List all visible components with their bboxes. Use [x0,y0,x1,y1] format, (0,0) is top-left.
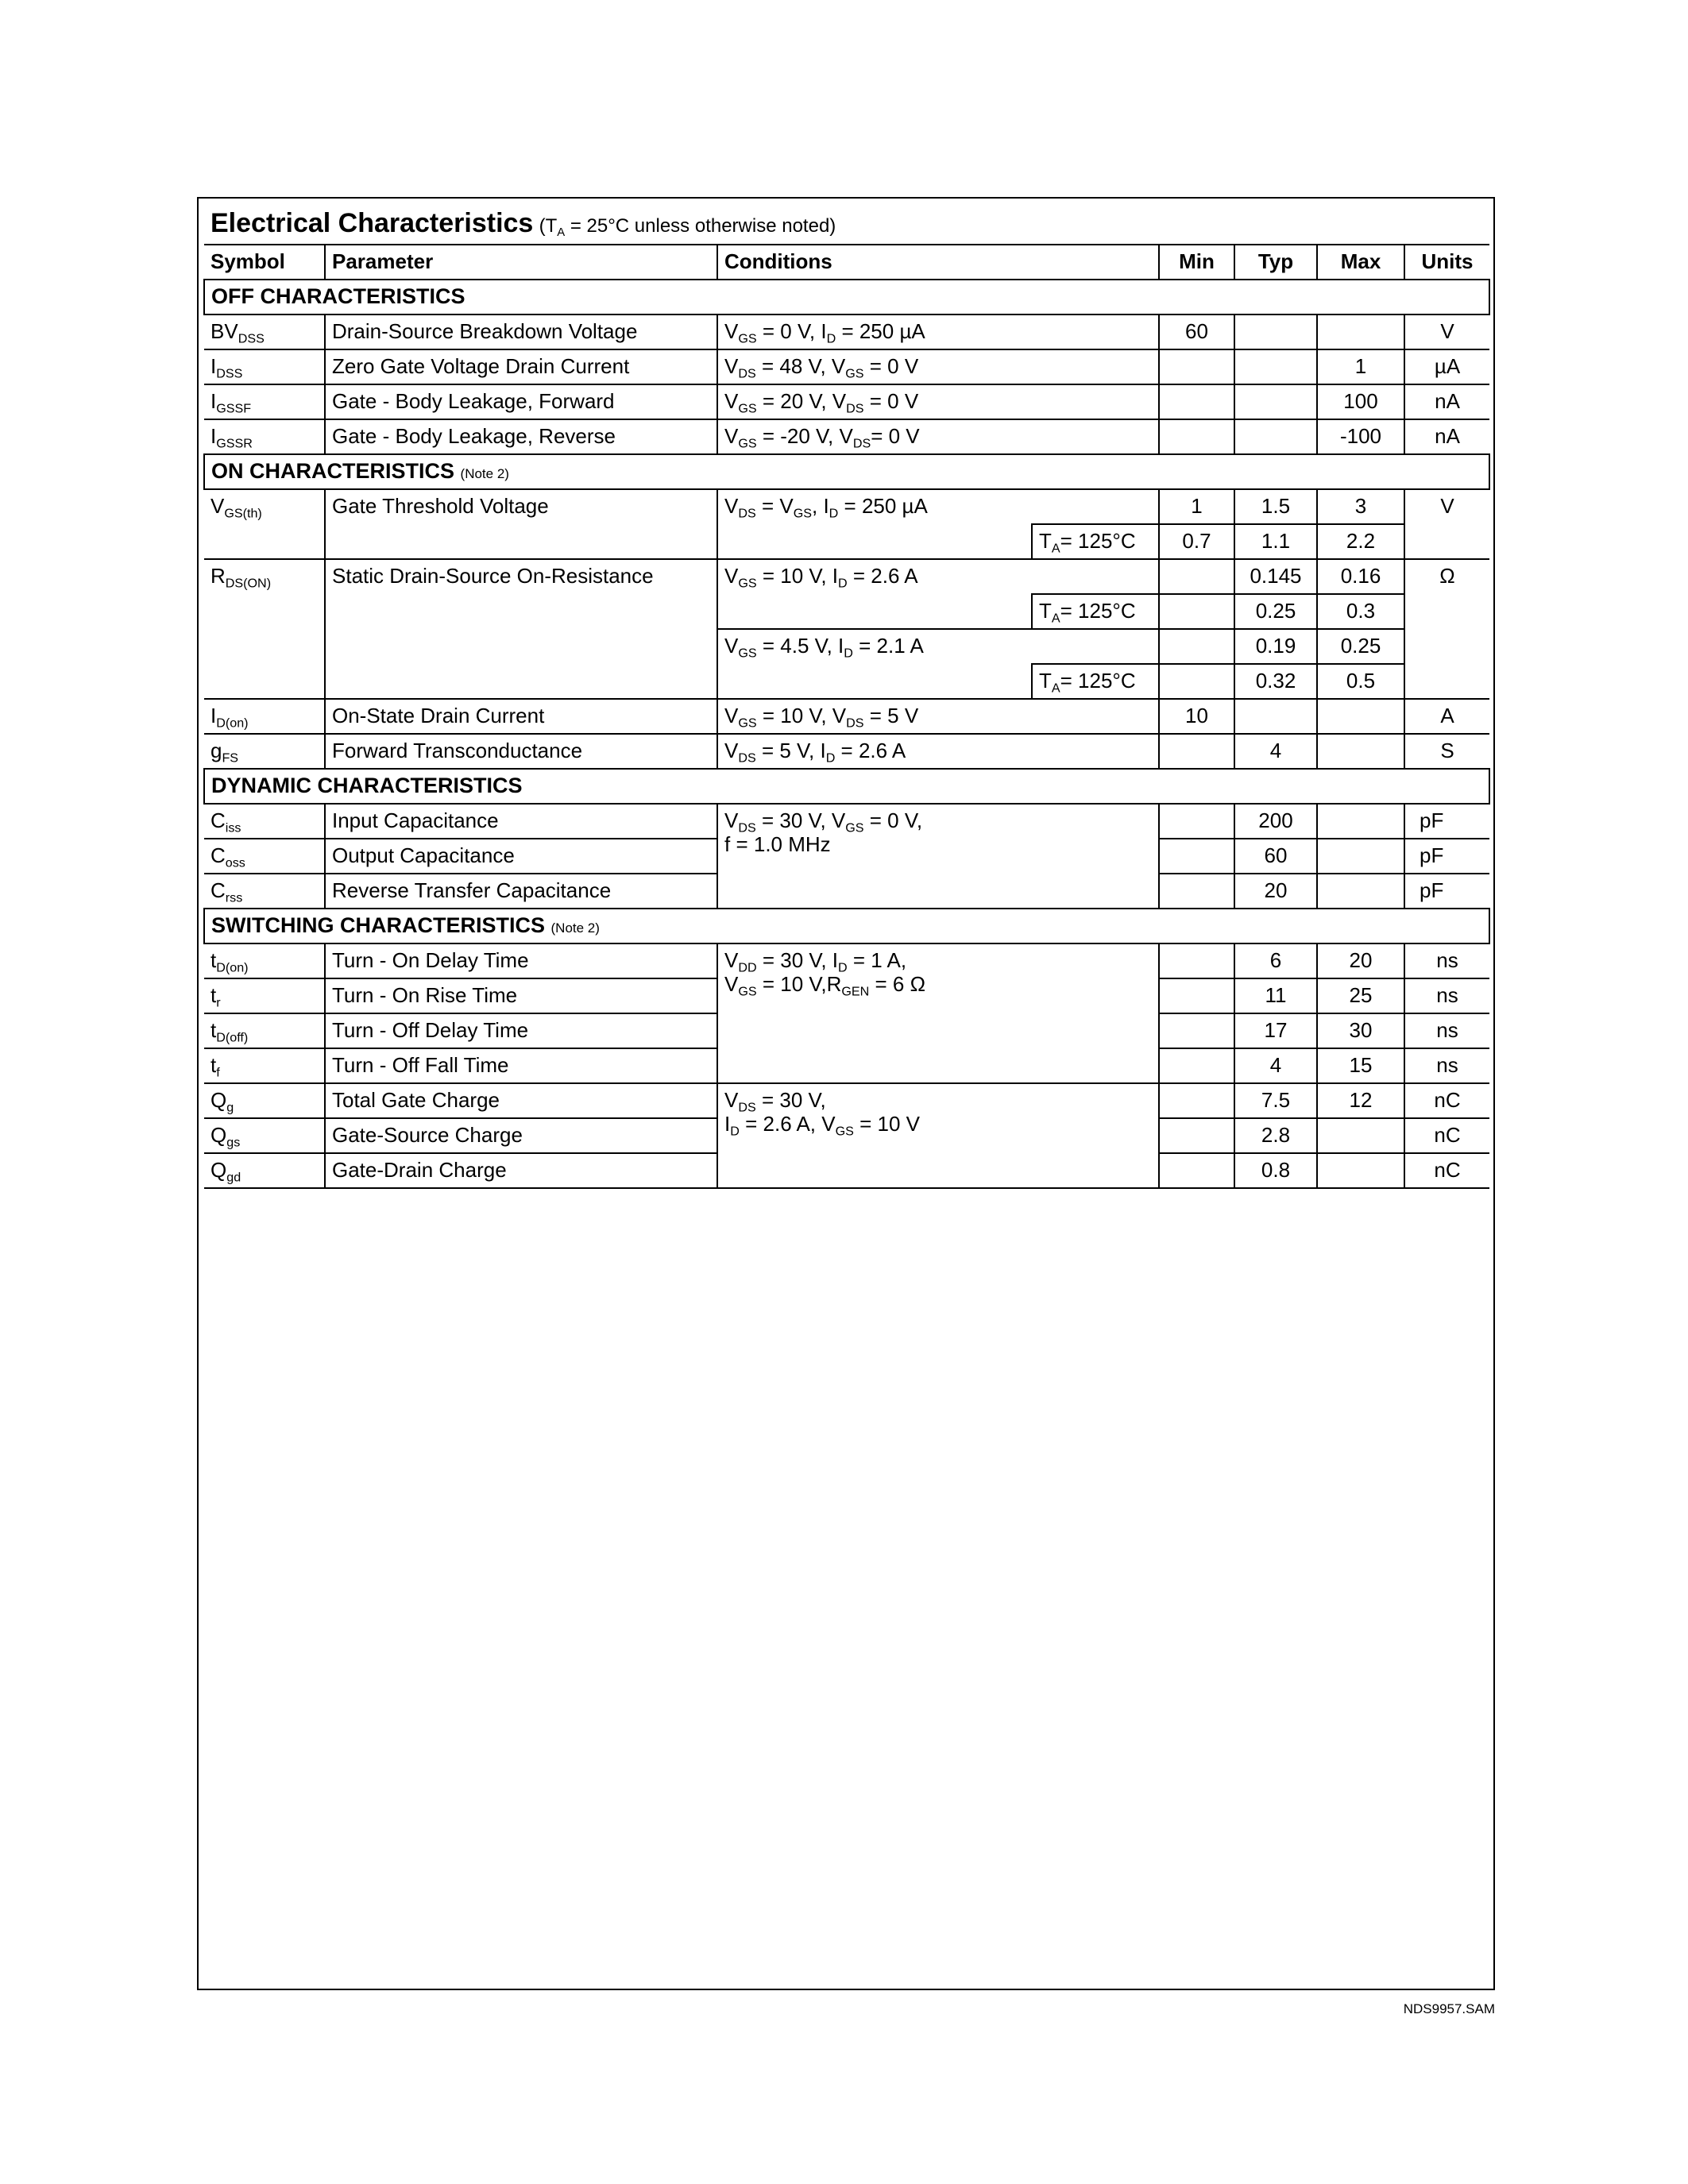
units-cell: nA [1404,419,1489,454]
units-cell: ns [1404,1013,1489,1048]
section-note: (Note 2) [460,466,509,482]
symbol-cell: $Q_{gd}$ [204,1153,325,1188]
typ-cell: 200 [1234,804,1317,839]
max-cell: 12 [1317,1083,1404,1118]
min-cell [1159,419,1234,454]
units-cell: pF [1404,804,1489,839]
symbol-cell: $Q_{gs}$ [204,1118,325,1153]
header-max: Max [1317,245,1404,280]
conditions-cell: $V_{DS} = 30$ V, $V_{GS} = 0$ V, f = 1.0 MHz [717,804,1159,909]
typ-cell: 4 [1234,734,1317,769]
symbol-cell: $g_{FS}$ [204,734,325,769]
max-cell [1317,1118,1404,1153]
min-cell [1159,839,1234,874]
typ-cell: 1.1 [1234,524,1317,559]
units-cell: ns [1404,1048,1489,1083]
table-row [204,943,1489,978]
min-cell: 10 [1159,699,1234,734]
typ-cell: 0.145 [1234,559,1317,594]
conditions-cell: $V_{DS} = 48$ V, $V_{GS} = 0$ V [717,349,1159,384]
units-cell: A [1404,699,1489,734]
symbol-cell: $t_{D(off)}$ [204,1013,325,1048]
units-cell: pF [1404,874,1489,909]
title-cell [204,200,1489,245]
table-row [204,699,1489,734]
parameter-cell: Total Gate Charge [325,1083,717,1118]
section-dynamic [204,769,1489,804]
parameter-cell: Gate - Body Leakage, Reverse [325,419,717,454]
temp-condition-cell: $T_A= 125^\circ C$ [1032,524,1159,559]
min-cell: 0.7 [1159,524,1234,559]
parameter-cell: Gate Threshold Voltage [325,489,717,559]
units-cell: µA [1404,349,1489,384]
conditions-cell: $V_{GS} = -20$ V, $V_{DS}= 0$ V [717,419,1159,454]
parameter-cell: Turn - Off Delay Time [325,1013,717,1048]
electrical-characteristics-table [203,200,1490,1189]
parameter-cell: Forward Transconductance [325,734,717,769]
typ-cell: 2.8 [1234,1118,1317,1153]
typ-cell [1234,699,1317,734]
table-row [204,734,1489,769]
conditions-cell: $V_{DS} = V_{GS}$, $I_D = 250$ µA [717,489,1159,524]
units-cell: Ω [1404,559,1489,699]
max-cell: 20 [1317,943,1404,978]
max-cell: 1 [1317,349,1404,384]
section-label: DYNAMIC CHARACTERISTICS [204,769,1489,804]
units-cell: nC [1404,1083,1489,1118]
parameter-cell: Turn - On Rise Time [325,978,717,1013]
min-cell [1159,594,1234,629]
typ-cell [1234,314,1317,349]
max-cell: 0.16 [1317,559,1404,594]
min-cell [1159,664,1234,699]
max-cell: 3 [1317,489,1404,524]
table-row [204,804,1489,839]
units-cell: ns [1404,943,1489,978]
parameter-cell: Turn - On Delay Time [325,943,717,978]
section-switching [204,909,1489,943]
header-symbol: Symbol [204,245,325,280]
header-conditions: Conditions [717,245,1159,280]
parameter-cell: Gate-Source Charge [325,1118,717,1153]
title-row [204,200,1489,245]
document-footer: NDS9957.SAM [1403,2001,1495,2016]
conditions-spacer [717,594,1032,629]
parameter-cell: Output Capacitance [325,839,717,874]
min-cell [1159,1013,1234,1048]
section-on [204,454,1489,489]
section-off [204,280,1489,314]
table-row [204,489,1489,524]
typ-cell: 20 [1234,874,1317,909]
typ-cell: 0.19 [1234,629,1317,664]
symbol-cell: $t_f$ [204,1048,325,1083]
min-cell [1159,349,1234,384]
max-cell: -100 [1317,419,1404,454]
typ-cell [1234,419,1317,454]
table-row [204,1083,1489,1118]
max-cell: 0.5 [1317,664,1404,699]
min-cell [1159,874,1234,909]
section-label: OFF CHARACTERISTICS [204,280,1489,314]
conditions-cell: $V_{DS} = 30$ V, $I_D = 2.6$ A, $V_{GS} = 10$ V [717,1083,1159,1188]
conditions-cell: $V_{GS} = 20$ V, $V_{DS} = 0$ V [717,384,1159,419]
parameter-cell: Static Drain-Source On-Resistance [325,559,717,699]
parameter-cell: Turn - Off Fall Time [325,1048,717,1083]
typ-cell: 0.32 [1234,664,1317,699]
max-cell [1317,314,1404,349]
parameter-cell: Drain-Source Breakdown Voltage [325,314,717,349]
conditions-cell: $V_{GS} = 0$ V, $I_D = 250$ µA [717,314,1159,349]
header-typ: Typ [1234,245,1317,280]
symbol-cell: $C_{rss}$ [204,874,325,909]
min-cell [1159,1083,1234,1118]
min-cell [1159,1153,1234,1188]
conditions-cell: $V_{GS} = 10$ V, $V_{DS} = 5$ V [717,699,1159,734]
min-cell [1159,943,1234,978]
header-parameter: Parameter [325,245,717,280]
table-title: Electrical Characteristics [211,207,534,238]
min-cell [1159,629,1234,664]
title-note: ($T_A = 25^\circ C$ unless otherwise noted) [539,214,836,240]
conditions-cell: $V_{DS} = 5$ V, $I_D = 2.6$ A [717,734,1159,769]
min-cell [1159,734,1234,769]
max-cell: 0.3 [1317,594,1404,629]
max-cell: 30 [1317,1013,1404,1048]
max-cell: 100 [1317,384,1404,419]
max-cell: 15 [1317,1048,1404,1083]
min-cell [1159,384,1234,419]
conditions-spacer [717,524,1032,559]
parameter-cell: Zero Gate Voltage Drain Current [325,349,717,384]
conditions-spacer [717,664,1032,699]
conditions-cell: $V_{DD} = 30$ V, $I_D = 1$ A, $V_{GS} = 10$ $V,R_{GEN} = 6$ Ω [717,943,1159,1083]
conditions-cell: $V_{GS} = 10$ V, $I_D = 2.6$ A [717,559,1159,594]
typ-cell: 60 [1234,839,1317,874]
symbol-cell: $BV_{DSS}$ [204,314,325,349]
max-cell: 0.25 [1317,629,1404,664]
max-cell [1317,874,1404,909]
units-cell: ns [1404,978,1489,1013]
typ-cell [1234,384,1317,419]
parameter-cell: Gate - Body Leakage, Forward [325,384,717,419]
parameter-cell: Reverse Transfer Capacitance [325,874,717,909]
min-cell [1159,1048,1234,1083]
section-label: SWITCHING CHARACTERISTICS (Note 2) [204,909,1489,943]
units-cell: V [1404,489,1489,559]
section-label: ON CHARACTERISTICS (Note 2) [204,454,1489,489]
temp-condition-cell: $T_A= 125^\circ C$ [1032,664,1159,699]
max-cell [1317,839,1404,874]
typ-cell: 7.5 [1234,1083,1317,1118]
symbol-cell: $C_{oss}$ [204,839,325,874]
symbol-cell: $I_{GSSR}$ [204,419,325,454]
temp-condition-cell: $T_A= 125^\circ C$ [1032,594,1159,629]
symbol-cell: $I_{GSSF}$ [204,384,325,419]
table-row [204,419,1489,454]
typ-cell: 0.25 [1234,594,1317,629]
min-cell [1159,804,1234,839]
min-cell: 60 [1159,314,1234,349]
table-row [204,559,1489,594]
conditions-cell: $V_{GS} = 4.5$ V, $I_D = 2.1$ A [717,629,1159,664]
table-row [204,384,1489,419]
units-cell: pF [1404,839,1489,874]
symbol-cell: $R_{DS(ON)}$ [204,559,325,699]
header-min: Min [1159,245,1234,280]
symbol-cell: $t_r$ [204,978,325,1013]
min-cell [1159,1118,1234,1153]
max-cell [1317,734,1404,769]
typ-cell: 11 [1234,978,1317,1013]
symbol-cell: $t_{D(on)}$ [204,943,325,978]
min-cell: 1 [1159,489,1234,524]
max-cell: 2.2 [1317,524,1404,559]
symbol-cell: $I_{DSS}$ [204,349,325,384]
typ-cell [1234,349,1317,384]
symbol-cell: $Q_g$ [204,1083,325,1118]
max-cell [1317,804,1404,839]
symbol-cell: $C_{iss}$ [204,804,325,839]
typ-cell: 0.8 [1234,1153,1317,1188]
max-cell [1317,699,1404,734]
parameter-cell: Input Capacitance [325,804,717,839]
min-cell [1159,559,1234,594]
parameter-cell: On-State Drain Current [325,699,717,734]
units-cell: nC [1404,1118,1489,1153]
symbol-cell: $I_{D(on)}$ [204,699,325,734]
typ-cell: 4 [1234,1048,1317,1083]
max-cell [1317,1153,1404,1188]
table-row [204,349,1489,384]
typ-cell: 17 [1234,1013,1317,1048]
header-units: Units [1404,245,1489,280]
max-cell: 25 [1317,978,1404,1013]
typ-cell: 1.5 [1234,489,1317,524]
section-note: (Note 2) [550,920,600,936]
parameter-cell: Gate-Drain Charge [325,1153,717,1188]
symbol-cell: $V_{GS(th)}$ [204,489,325,559]
units-cell: nA [1404,384,1489,419]
table-row [204,314,1489,349]
units-cell: nC [1404,1153,1489,1188]
header-row [204,245,1489,280]
units-cell: V [1404,314,1489,349]
units-cell: S [1404,734,1489,769]
min-cell [1159,978,1234,1013]
typ-cell: 6 [1234,943,1317,978]
